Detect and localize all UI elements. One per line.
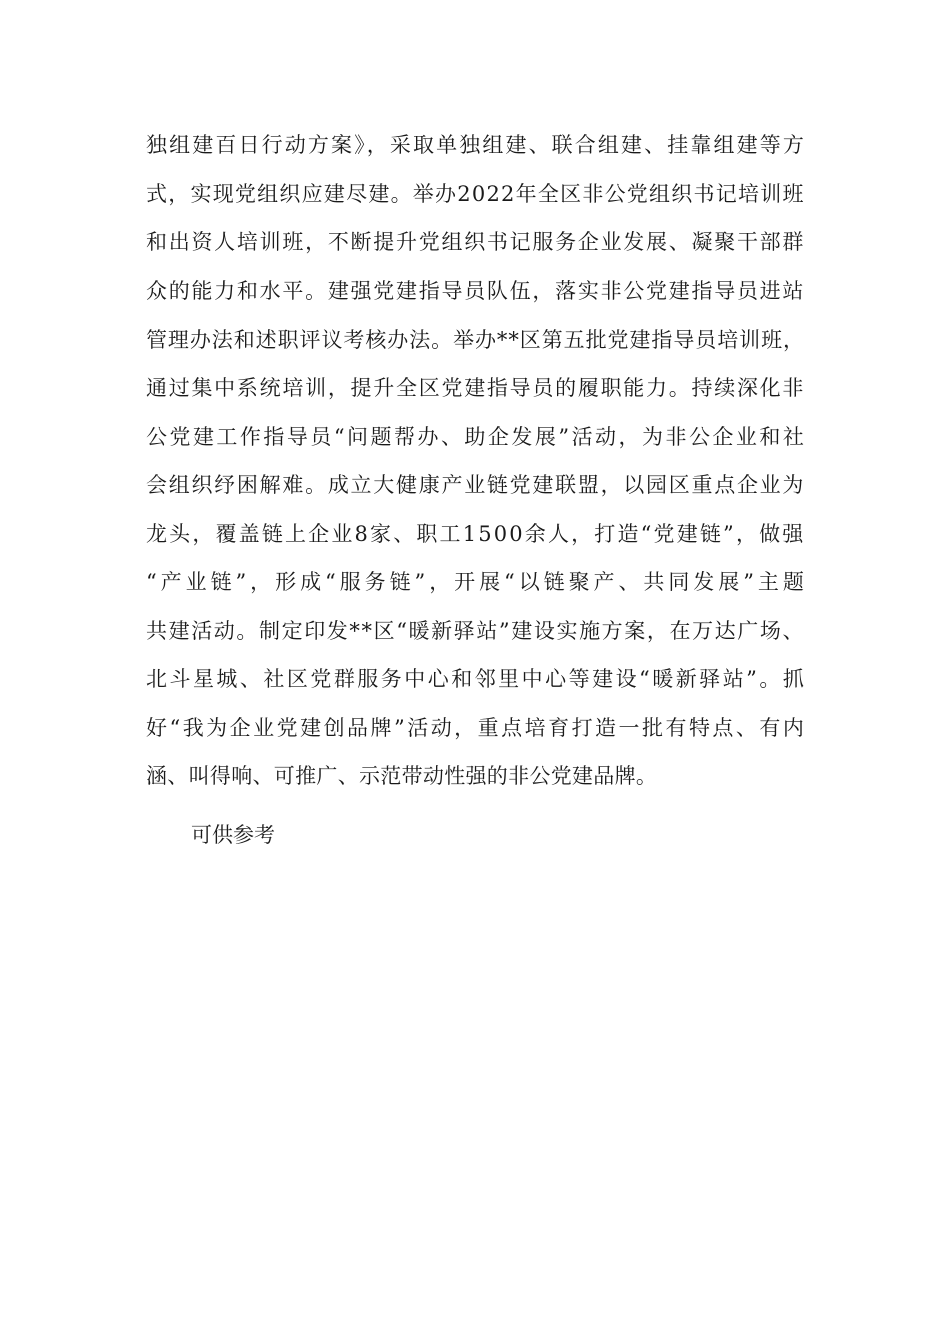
paragraph-line: 式，实现党组织应建尽建。举办2022年全区非公党组织书记培训班 bbox=[146, 182, 805, 206]
paragraph-line: “产业链”，形成“服务链”，开展“以链聚产、共同发展”主题 bbox=[146, 570, 808, 594]
paragraph-line: 会组织纾困解难。成立大健康产业链党建联盟，以园区重点企业为 bbox=[146, 473, 806, 497]
paragraph-line: 共建活动。制定印发**区“暖新驿站”建设实施方案，在万达广场、 bbox=[146, 619, 806, 643]
paragraph-line: 龙头，覆盖链上企业8家、职工1500余人，打造“党建链”，做强 bbox=[146, 522, 806, 546]
paragraph-line: 众的能力和水平。建强党建指导员队伍，落实非公党建指导员进站 bbox=[146, 279, 806, 303]
paragraph-line: 通过集中系统培训，提升全区党建指导员的履职能力。持续深化非 bbox=[146, 376, 806, 400]
paragraph-line: 北斗星城、社区党群服务中心和邻里中心等建设“暖新驿站”。抓 bbox=[146, 667, 807, 691]
paragraph-line: 公党建工作指导员“问题帮办、助企发展”活动，为非公企业和社 bbox=[146, 425, 807, 449]
paragraph-line: 涵、叫得响、可推广、示范带动性强的非公党建品牌。 bbox=[146, 764, 658, 788]
paragraph-line: 独组建百日行动方案》，采取单独组建、联合组建、挂靠组建等方 bbox=[146, 133, 807, 157]
paragraph-line: 管理办法和述职评议考核办法。举办**区第五批党建指导员培训班， bbox=[146, 328, 805, 352]
paragraph-line: 和出资人培训班，不断提升党组织书记服务企业发展、凝聚干部群 bbox=[146, 230, 806, 254]
closing-note: 可供参考 bbox=[191, 823, 275, 847]
paragraph-line: 好“我为企业党建创品牌”活动，重点培育打造一批有特点、有内 bbox=[146, 716, 807, 740]
